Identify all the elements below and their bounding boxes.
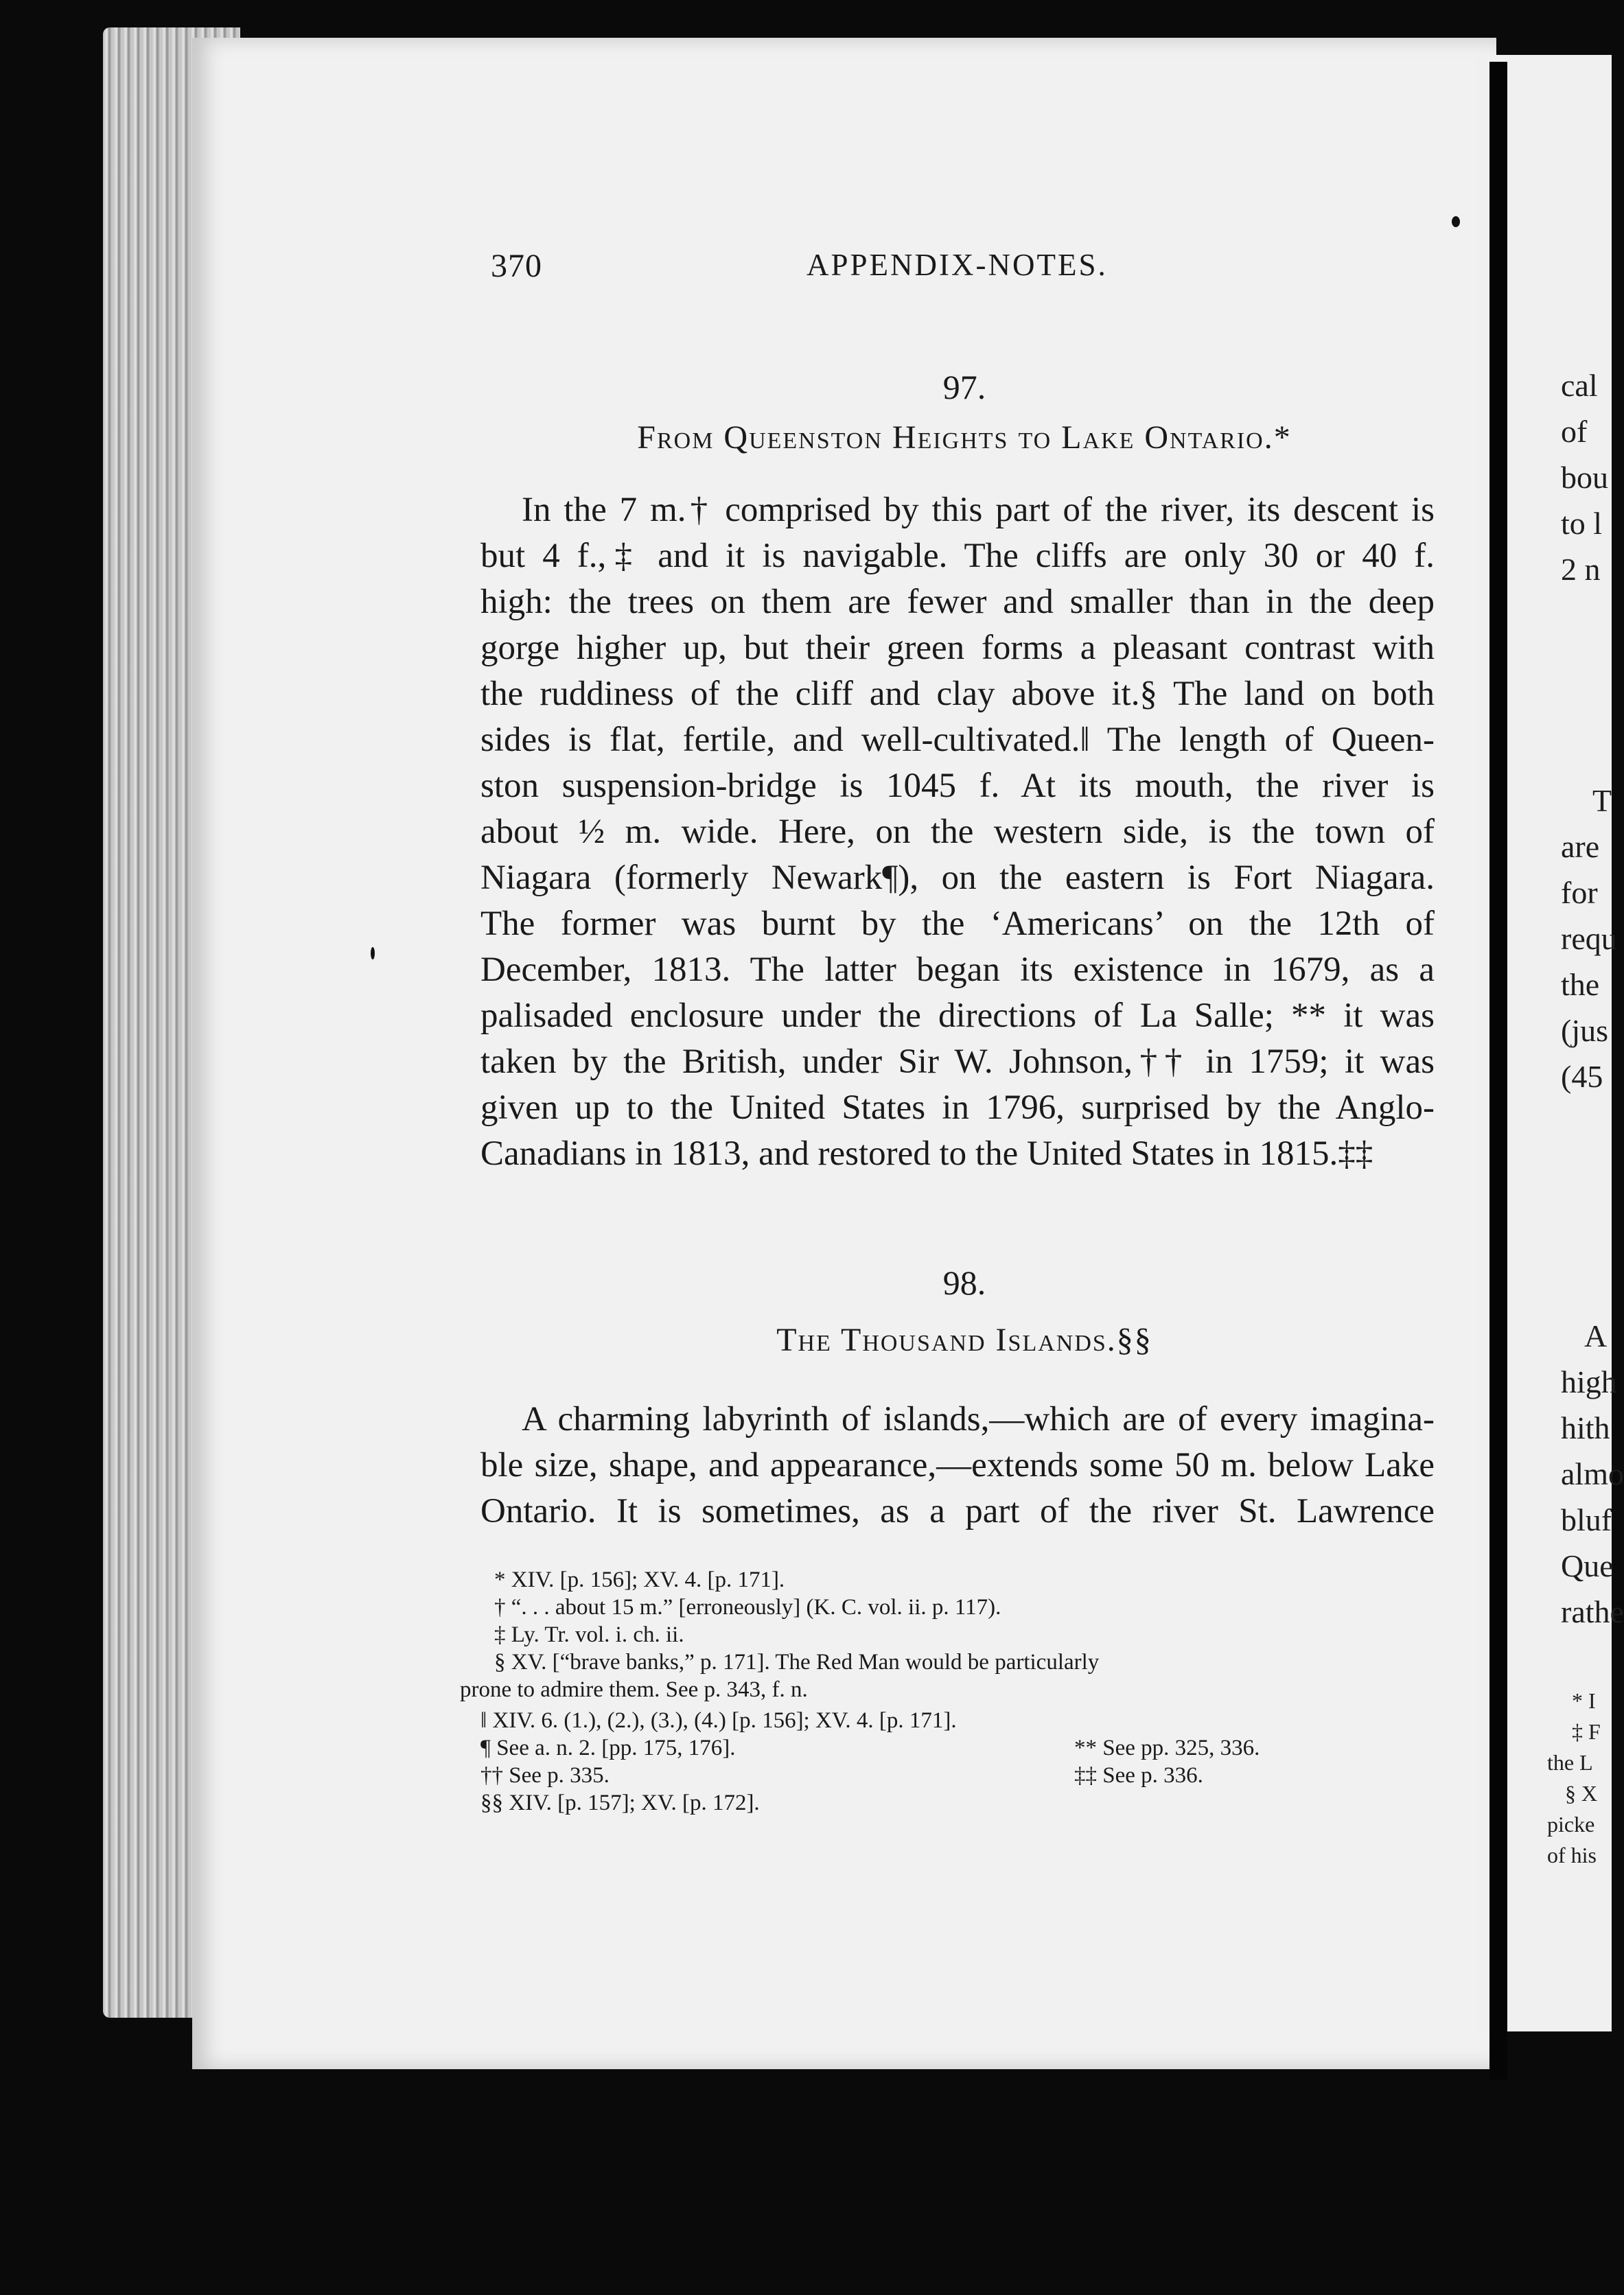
text-line: In the 7 m.† comprised by this part of the river, its descent is (522, 491, 1435, 529)
text-line: high: the trees on them are fewer and smaller than in the deep (480, 583, 1435, 621)
note-number: 98. (942, 1263, 986, 1302)
footnote: †† See p. 335. (480, 1763, 610, 1788)
note-body (480, 487, 1435, 1177)
text-line: palisaded enclosure under the directions of La Salle; ** it was (480, 997, 1435, 1035)
running-head (491, 247, 1438, 295)
text-line: Canadians in 1813, and restored to the United States in 1815.‡‡ (480, 1134, 1373, 1173)
facing-line: almo (1561, 1456, 1624, 1491)
footnote: §§ XIV. [p. 157]; XV. [p. 172]. (480, 1791, 760, 1815)
footnote: ¶ See a. n. 2. [pp. 175, 176]. (480, 1736, 736, 1760)
facing-line: T (1592, 783, 1612, 818)
footnote: † “. . . about 15 m.” [erroneously] (K. C. vol. ii. p. 117). (494, 1595, 1001, 1620)
facing-line: bluf (1561, 1502, 1612, 1537)
facing-footnote: § X (1565, 1781, 1598, 1806)
footnote: ‖ XIV. 6. (1.), (2.), (3.), (4.) [p. 156]; XV. 4. [p. 171]. (480, 1708, 957, 1733)
footnote: prone to admire them. See p. 343, f. n. (460, 1677, 808, 1702)
facing-line: (45 (1561, 1059, 1603, 1094)
print-speck (1452, 216, 1460, 227)
facing-line: to l (1561, 506, 1603, 541)
print-speck (371, 947, 375, 959)
facing-line: for (1561, 875, 1598, 910)
facing-line: hith (1561, 1410, 1610, 1445)
facing-line: (jus (1561, 1013, 1608, 1048)
page-fold-shadow (1489, 62, 1507, 2080)
text-line: The former was burnt by the ‘Americans’ on the 12th of (480, 905, 1435, 943)
facing-footnote: ‡ F (1572, 1719, 1601, 1744)
facing-line: high (1561, 1364, 1617, 1399)
text-line: but 4 f.,‡ and it is navigable. The cliffs are only 30 or 40 f. (480, 537, 1435, 575)
page-number: 370 (491, 248, 542, 284)
text-line: ston suspension-bridge is 1045 f. At its mouth, the river is (480, 767, 1435, 805)
note-heading: The Thousand Islands.§§ (776, 1322, 1152, 1358)
facing-line: rathe (1561, 1594, 1624, 1629)
text-line: given up to the United States in 1796, surprised by the Anglo- (480, 1088, 1435, 1127)
text-line: December, 1813. The latter began its existence in 1679, as a (480, 951, 1435, 989)
footnote: § XV. [“brave banks,” p. 171]. The Red Man would be particularly (494, 1650, 1100, 1675)
facing-line: cal (1561, 368, 1598, 403)
facing-line: bou (1561, 460, 1608, 495)
facing-line: requ (1561, 921, 1617, 956)
text-line: taken by the British, under Sir W. Johnson,†† in 1759; it was (480, 1042, 1435, 1081)
footnote: ‡ Ly. Tr. vol. i. ch. ii. (494, 1622, 684, 1647)
facing-line: 2 n (1561, 552, 1601, 587)
facing-footnote: of his (1547, 1843, 1597, 1867)
text-line: about ½ m. wide. Here, on the western side, is the town of (480, 813, 1435, 851)
text-line: ble size, shape, and appearance,—extends some 50 m. below Lake (480, 1446, 1435, 1484)
footnote: ** See pp. 325, 336. (1074, 1736, 1260, 1760)
note-number: 97. (942, 368, 986, 406)
text-line: Niagara (formerly Newark¶), on the eastern is Fort Niagara. (480, 859, 1435, 897)
text-line: A charming labyrinth of islands,—which are of every imagina- (522, 1400, 1435, 1438)
facing-footnote: picke (1547, 1812, 1595, 1837)
text-line: Ontario. It is sometimes, as a part of the river St. Lawrence (480, 1492, 1435, 1530)
facing-line: of (1561, 414, 1588, 449)
running-title: APPENDIX-NOTES. (807, 248, 1108, 282)
facing-footnote: the L (1547, 1750, 1593, 1775)
footnote: * XIV. [p. 156]; XV. 4. [p. 171]. (494, 1568, 785, 1592)
facing-line: the (1561, 967, 1600, 1002)
text-line: gorge higher up, but their green forms a pleasant contrast with (480, 629, 1435, 667)
footnote: ‡‡ See p. 336. (1074, 1763, 1203, 1788)
facing-line: A (1584, 1318, 1608, 1353)
text-line: the ruddiness of the cliff and clay above it.§ The land on both (480, 675, 1435, 713)
facing-footnote: * I (1572, 1688, 1596, 1713)
note-body (480, 1397, 1435, 1535)
note-heading: From Queenston Heights to Lake Ontario.* (637, 419, 1292, 456)
text-line: sides is flat, fertile, and well-cultivated.‖ The length of Queen- (480, 721, 1435, 759)
facing-line: Que (1561, 1548, 1614, 1583)
facing-line: are (1561, 829, 1600, 864)
